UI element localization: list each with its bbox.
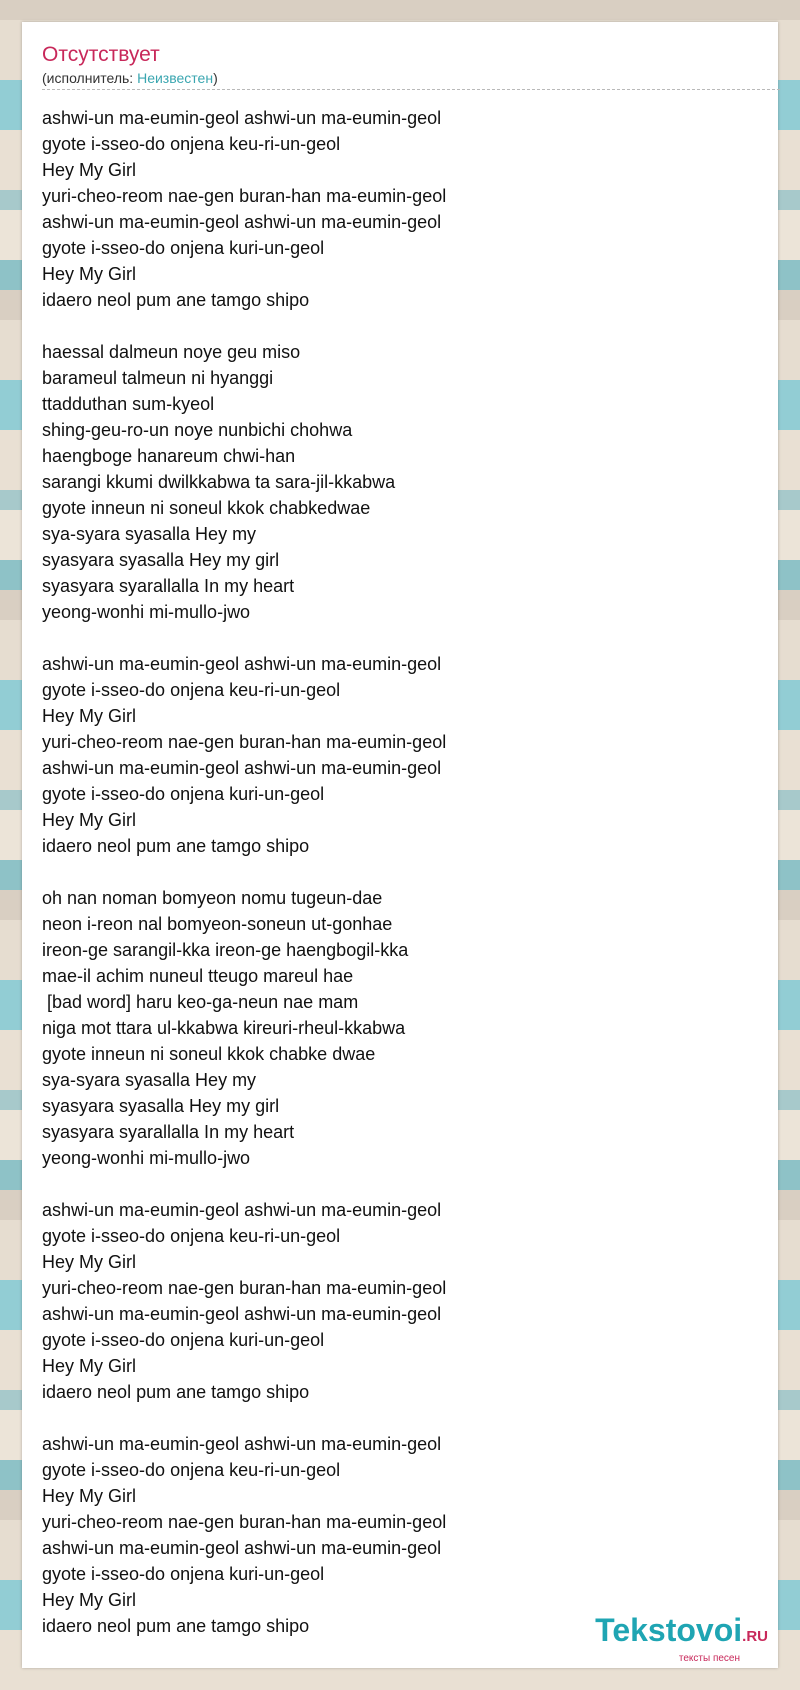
logo-tagline: тексты песен [678, 1653, 740, 1664]
stanza [42, 1197, 762, 1405]
lyric-line: gyote i-sseo-do onjena keu-ri-un-geol [42, 1226, 341, 1246]
stanza-gap [42, 1171, 762, 1197]
site-logo[interactable] [548, 1612, 768, 1664]
stanza [42, 1431, 762, 1639]
lyric-line: syasyara syarallalla In my heart [42, 576, 295, 596]
lyric-line: oh nan noman bomyeon nomu tugeun-dae [42, 888, 383, 908]
lyric-line: ashwi-un ma-eumin-geol ashwi-un ma-eumin-geol [42, 1200, 442, 1220]
stanza-gap [42, 1405, 762, 1431]
lyric-line: haengboge hanareum chwi-han [42, 446, 296, 466]
lyric-line: ashwi-un ma-eumin-geol ashwi-un ma-eumin-geol [42, 212, 442, 232]
lyric-line: ashwi-un ma-eumin-geol ashwi-un ma-eumin-geol [42, 1538, 442, 1558]
stanza [42, 105, 762, 313]
lyric-line: syasyara syasalla Hey my girl [42, 1096, 280, 1116]
lyrics-sheet [22, 22, 778, 1668]
artist-prefix: (исполнитель: [42, 70, 138, 86]
stanza-gap [42, 313, 762, 339]
song-header [42, 42, 780, 90]
lyric-line: neon i-reon nal bomyeon-soneun ut-gonhae [42, 914, 393, 934]
lyric-line: syasyara syasalla Hey my girl [42, 550, 280, 570]
lyric-line: yuri-cheo-reom nae-gen buran-han ma-eumin-geol [42, 732, 447, 752]
lyric-line: gyote inneun ni soneul kkok chabkedwae [42, 498, 371, 518]
artist-line [42, 69, 780, 90]
lyric-line: Hey My Girl [42, 706, 136, 726]
stanza [42, 885, 762, 1171]
lyric-line: mae-il achim nuneul tteugo mareul hae [42, 966, 354, 986]
lyric-line: Hey My Girl [42, 810, 136, 830]
lyric-line: [bad word] haru keo-ga-neun nae mam [42, 992, 359, 1012]
lyric-line: yuri-cheo-reom nae-gen buran-han ma-eumin-geol [42, 1512, 447, 1532]
lyric-line: ashwi-un ma-eumin-geol ashwi-un ma-eumin-geol [42, 1434, 442, 1454]
lyric-line: sya-syara syasalla Hey my [42, 524, 257, 544]
artist-suffix: ) [213, 70, 218, 86]
lyric-line: gyote i-sseo-do onjena kuri-un-geol [42, 1330, 325, 1350]
lyric-line: yuri-cheo-reom nae-gen buran-han ma-eumin-geol [42, 186, 447, 206]
lyric-line: syasyara syarallalla In my heart [42, 1122, 295, 1142]
lyric-line: sarangi kkumi dwilkkabwa ta sara-jil-kkabwa [42, 472, 396, 492]
logo-name: Tekstovoi [595, 1612, 743, 1648]
lyric-line: ashwi-un ma-eumin-geol ashwi-un ma-eumin-geol [42, 654, 442, 674]
artist-link[interactable]: Неизвестен [137, 70, 214, 86]
stanza [42, 339, 762, 625]
lyric-line: sya-syara syasalla Hey my [42, 1070, 257, 1090]
stanza-gap [42, 625, 762, 651]
lyric-line: Hey My Girl [42, 1590, 136, 1610]
logo-tld: .RU [742, 1628, 768, 1645]
lyric-line: idaero neol pum ane tamgo shipo [42, 1616, 310, 1636]
lyric-line: gyote i-sseo-do onjena keu-ri-un-geol [42, 134, 341, 154]
lyrics-body [42, 105, 762, 1639]
stanza [42, 651, 762, 859]
lyric-line: ashwi-un ma-eumin-geol ashwi-un ma-eumin-geol [42, 758, 442, 778]
lyric-line: idaero neol pum ane tamgo shipo [42, 1382, 310, 1402]
lyric-line: gyote i-sseo-do onjena kuri-un-geol [42, 1564, 325, 1584]
lyric-line: yeong-wonhi mi-mullo-jwo [42, 1148, 251, 1168]
lyric-line: yuri-cheo-reom nae-gen buran-han ma-eumin-geol [42, 1278, 447, 1298]
lyric-line: Hey My Girl [42, 1486, 136, 1506]
lyric-line: haessal dalmeun noye geu miso [42, 342, 301, 362]
lyric-line: gyote i-sseo-do onjena kuri-un-geol [42, 784, 325, 804]
logo-wordmark [548, 1614, 768, 1653]
stanza-gap [42, 859, 762, 885]
lyric-line: yeong-wonhi mi-mullo-jwo [42, 602, 251, 622]
lyric-line: gyote i-sseo-do onjena keu-ri-un-geol [42, 680, 341, 700]
lyric-line: Hey My Girl [42, 1252, 136, 1272]
lyric-line: idaero neol pum ane tamgo shipo [42, 836, 310, 856]
lyric-line: shing-geu-ro-un noye nunbichi chohwa [42, 420, 353, 440]
lyric-line: ashwi-un ma-eumin-geol ashwi-un ma-eumin-geol [42, 108, 442, 128]
lyric-line: Hey My Girl [42, 1356, 136, 1376]
lyric-line: idaero neol pum ane tamgo shipo [42, 290, 310, 310]
lyric-line: niga mot ttara ul-kkabwa kireuri-rheul-kkabwa [42, 1018, 406, 1038]
lyric-line: gyote i-sseo-do onjena kuri-un-geol [42, 238, 325, 258]
lyric-line: Hey My Girl [42, 264, 136, 284]
lyric-line: ttadduthan sum-kyeol [42, 394, 215, 414]
lyric-line: ireon-ge sarangil-kka ireon-ge haengbogil-kka [42, 940, 409, 960]
song-title: Отсутствует [42, 43, 160, 66]
lyric-line: barameul talmeun ni hyanggi [42, 368, 274, 388]
lyric-line: gyote i-sseo-do onjena keu-ri-un-geol [42, 1460, 341, 1480]
lyric-line: gyote inneun ni soneul kkok chabke dwae [42, 1044, 376, 1064]
lyric-line: Hey My Girl [42, 160, 136, 180]
lyric-line: ashwi-un ma-eumin-geol ashwi-un ma-eumin-geol [42, 1304, 442, 1324]
